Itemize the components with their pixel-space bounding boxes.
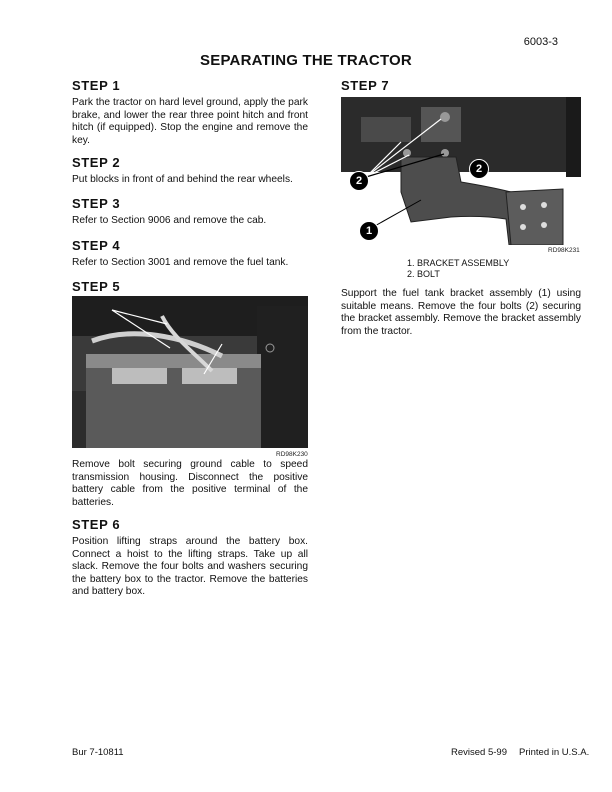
footer-document-number: Bur 7-10811 — [72, 747, 124, 758]
step-1-text: Park the tractor on hard level ground, apply the park brake, and lower the rear three point hitch and front hitch (if equipped). Stop the engine and remove the key. — [72, 97, 308, 146]
battery-illustration — [72, 296, 308, 448]
step-5-heading: STEP 5 — [72, 279, 121, 294]
step-2-heading: STEP 2 — [72, 155, 121, 170]
battery-photo — [72, 296, 308, 448]
step-3-heading: STEP 3 — [72, 196, 121, 211]
bracket-photo — [341, 97, 581, 245]
callout-1: 1 — [359, 221, 379, 241]
step-4-text: Refer to Section 3001 and remove the fuel tank. — [72, 257, 289, 268]
bracket-illustration — [341, 97, 581, 245]
step-5-photo-id: RD98K230 — [276, 451, 308, 458]
callout-2-right: 2 — [469, 159, 489, 179]
page-title: SEPARATING THE TRACTOR — [200, 52, 412, 69]
step-2-text: Put blocks in front of and behind the rear wheels. — [72, 174, 293, 185]
step-6-text: Position lifting straps around the battery box. Connect a hoist to the lifting straps. Take up all slack. Remove the four bolts and washers securing the battery box to the tractor. Remove the batteries and battery box. — [72, 536, 308, 598]
legend-item-bracket-assembly: 1. BRACKET ASSEMBLY — [407, 258, 510, 268]
step-5-text: Remove bolt securing ground cable to speed transmission housing. Disconnect the positive battery cable from the positive terminal of the batteries. — [72, 459, 308, 508]
step-7-heading: STEP 7 — [341, 78, 390, 93]
callout-2-left: 2 — [349, 171, 369, 191]
footer-printed: Printed in U.S.A. — [519, 747, 590, 758]
step-6-heading: STEP 6 — [72, 517, 121, 532]
footer-revised: Revised 5-99 — [451, 747, 507, 758]
step-7-photo-id: RD98K231 — [548, 247, 580, 254]
step-1-heading: STEP 1 — [72, 78, 121, 93]
legend-item-bolt: 2. BOLT — [407, 269, 440, 279]
page-number: 6003-3 — [523, 36, 558, 48]
step-3-text: Refer to Section 9006 and remove the cab. — [72, 215, 267, 226]
step-7-legend — [407, 258, 509, 280]
step-7-text: Support the fuel tank bracket assembly (1) using suitable means. Remove the four bolts (2) securing the bracket assembly. Remove the bracket assembly from the tractor. — [341, 288, 581, 337]
step-4-heading: STEP 4 — [72, 238, 121, 253]
